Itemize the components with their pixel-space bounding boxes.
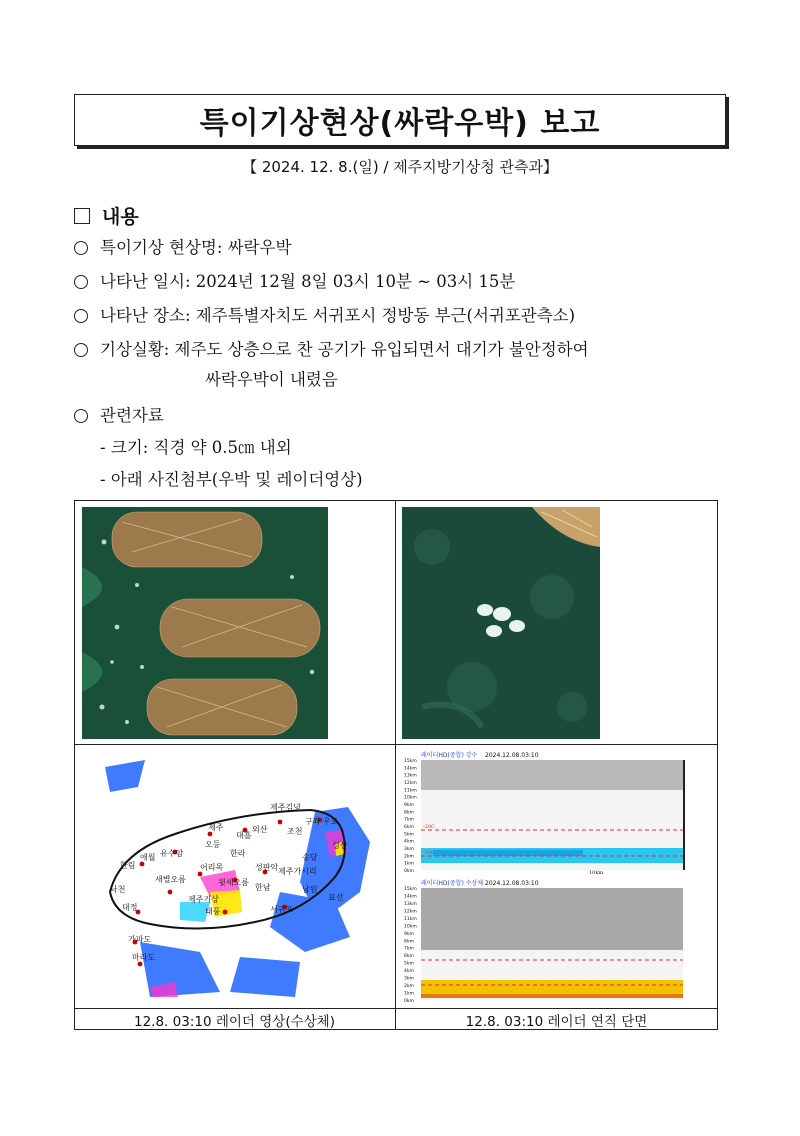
section-y-tick: 7km bbox=[404, 946, 414, 952]
section-heading bbox=[74, 202, 139, 229]
radar-station-label: 한라 bbox=[230, 849, 246, 858]
section-y-tick: 1km bbox=[404, 861, 414, 867]
item-phenomenon-text: 특이기상 현상명: 싸락우박 bbox=[100, 238, 292, 257]
section-y-tick: 15km bbox=[404, 887, 417, 892]
section-x-mid: 10km bbox=[589, 870, 604, 876]
circle-bullet-icon bbox=[74, 275, 88, 289]
section-y-tick: 0km bbox=[404, 869, 414, 874]
radar-station-label: 서귀포 bbox=[270, 905, 294, 914]
section-y-tick: 14km bbox=[404, 894, 417, 900]
sub-item-attach: - 아래 사진첨부(우박 및 레이더영상) bbox=[100, 470, 363, 489]
section-y-tick: 5km bbox=[404, 832, 414, 838]
section-top-label: 레이더HD(중합) 강수 bbox=[421, 752, 478, 759]
radar-station-label: 제주기상 bbox=[188, 895, 219, 904]
radar-station-label: 새별오름 bbox=[155, 875, 186, 884]
section-y-tick: 3km bbox=[404, 976, 414, 982]
section-y-tick: 7km bbox=[404, 817, 414, 823]
radar-station-label: 윗세오름 bbox=[218, 878, 249, 887]
circle-bullet-icon bbox=[74, 309, 88, 323]
radar-station-label: 조천 bbox=[287, 827, 303, 836]
radar-station-label: 낙천 bbox=[110, 885, 126, 894]
radar-station-label: 한남 bbox=[255, 883, 271, 892]
radar-station-label: 남원 bbox=[302, 885, 318, 894]
table-divider bbox=[395, 500, 396, 1030]
section-top-time: 2024.12.08.03:10 bbox=[485, 752, 539, 759]
section-y-tick: 8km bbox=[404, 939, 414, 945]
circle-bullet-icon bbox=[74, 343, 88, 357]
section-iso-lower: -10C bbox=[423, 850, 435, 856]
section-y-tick: 13km bbox=[404, 773, 417, 779]
item-cause-continued: 싸락우박이 내렸음 bbox=[205, 370, 338, 389]
section-y-tick: 10km bbox=[404, 924, 417, 930]
radar-station-label: 태풍 bbox=[205, 907, 221, 916]
section-heading-label: 내용 bbox=[102, 206, 139, 228]
radar-station-label: 대정 bbox=[122, 903, 138, 912]
section-y-tick: 14km bbox=[404, 766, 417, 772]
section-y-tick: 11km bbox=[404, 916, 417, 922]
item-related bbox=[74, 402, 164, 426]
section-iso-upper: -20C bbox=[423, 824, 435, 830]
radar-map-image bbox=[80, 752, 390, 1002]
section-y-tick: 12km bbox=[404, 909, 417, 915]
section-y-tick: 0km bbox=[404, 999, 414, 1004]
radar-station-label: 표선 bbox=[328, 893, 344, 902]
section-y-tick: 8km bbox=[404, 810, 414, 816]
radar-station-label: 가파도 bbox=[128, 935, 152, 944]
item-cause bbox=[74, 336, 589, 360]
radar-section-image bbox=[403, 750, 685, 1004]
radar-station-label: 대흘 bbox=[236, 831, 252, 840]
radar-station-label: 마라도 bbox=[132, 953, 156, 962]
page-title: 특이기상현상(싸락우박) 보고 bbox=[199, 106, 601, 141]
caption-radar-section: 12.8. 03:10 레이더 연직 단면 bbox=[465, 1014, 648, 1030]
section-y-tick: 4km bbox=[404, 969, 414, 975]
radar-station-label: 제주가시리 bbox=[278, 867, 317, 876]
radar-station-label: 송당 bbox=[302, 853, 318, 862]
section-bottom-label: 레이더HD(중합) 수상체 bbox=[421, 880, 484, 887]
radar-station-label: 제주 bbox=[208, 823, 224, 832]
radar-station-label: 한림 bbox=[120, 861, 136, 870]
item-time bbox=[74, 268, 515, 292]
section-y-tick: 9km bbox=[404, 931, 414, 937]
radar-station-label: 우도 bbox=[323, 817, 339, 826]
section-y-tick: 15km bbox=[404, 759, 417, 764]
hail-mat-photo bbox=[82, 507, 328, 739]
section-y-tick: 3km bbox=[404, 847, 414, 852]
section-y-tick: 2km bbox=[404, 854, 414, 860]
section-y-tick: 4km bbox=[404, 839, 414, 845]
section-y-tick: 6km bbox=[404, 954, 414, 960]
report-date-line: 【 2024. 12. 8.(일) / 제주지방기상청 관측과】 bbox=[242, 158, 558, 176]
item-phenomenon bbox=[74, 234, 291, 258]
radar-station-label: 성산 bbox=[332, 841, 348, 850]
item-time-text: 나타난 일시: 2024년 12월 8일 03시 10분 ~ 03시 15분 bbox=[100, 272, 516, 291]
item-place-text: 나타난 장소: 제주특별자치도 서귀포시 정방동 부근(서귀포관측소) bbox=[100, 306, 576, 325]
caption-radar-map: 12.8. 03:10 레이더 영상(수상체) bbox=[134, 1014, 335, 1030]
section-y-tick: 9km bbox=[404, 803, 414, 808]
hail-closeup-photo bbox=[402, 507, 600, 739]
item-related-text: 관련자료 bbox=[100, 406, 164, 425]
radar-station-label: 유수암 bbox=[160, 849, 184, 858]
section-y-tick: 6km bbox=[404, 825, 414, 830]
section-y-tick: 10km bbox=[404, 795, 417, 801]
circle-bullet-icon bbox=[74, 241, 88, 255]
square-bullet-icon bbox=[74, 208, 90, 224]
radar-station-label: 구좌 bbox=[305, 817, 321, 826]
radar-station-label: 애월 bbox=[140, 853, 156, 862]
section-y-tick: 2km bbox=[404, 984, 414, 990]
section-y-tick: 5km bbox=[404, 961, 414, 967]
section-y-tick: 11km bbox=[404, 788, 417, 794]
radar-station-label: 외산 bbox=[252, 825, 268, 834]
item-cause-text: 기상실황: 제주도 상층으로 찬 공기가 유입되면서 대기가 불안정하여 bbox=[100, 340, 589, 359]
sub-item-size: - 크기: 직경 약 0.5㎝ 내외 bbox=[100, 438, 292, 457]
section-bottom-time: 2024.12.08.03:10 bbox=[485, 880, 539, 887]
radar-station-label: 어리목 bbox=[200, 863, 224, 872]
table-divider bbox=[74, 1008, 718, 1009]
title-box bbox=[74, 94, 726, 146]
table-divider bbox=[74, 744, 718, 745]
section-y-tick: 1km bbox=[404, 991, 414, 997]
section-y-tick: 13km bbox=[404, 901, 417, 907]
circle-bullet-icon bbox=[74, 409, 88, 423]
item-place bbox=[74, 302, 575, 326]
section-y-tick: 12km bbox=[404, 781, 417, 786]
radar-station-label: 제주김녕 bbox=[270, 803, 301, 812]
radar-station-label: 오등 bbox=[205, 840, 221, 849]
radar-station-label: 성판악 bbox=[255, 863, 279, 872]
